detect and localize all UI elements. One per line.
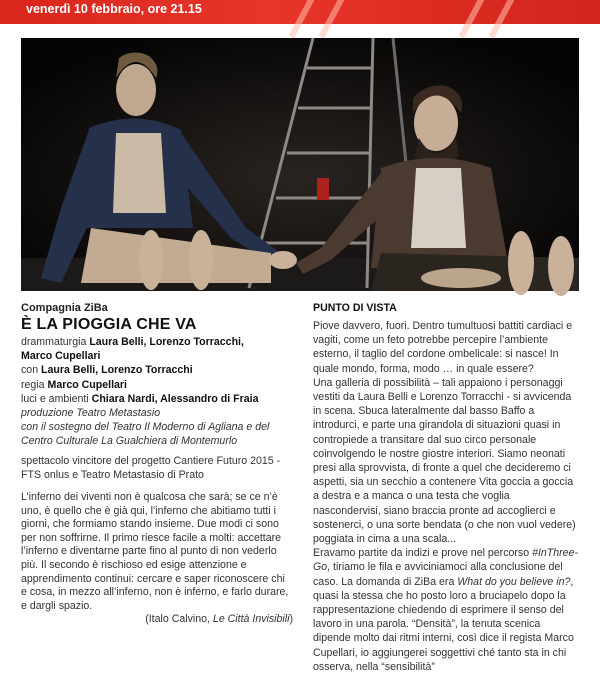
calvino-quote: L’inferno dei viventi non è qualcosa che sarà; se ce n’è uno, è quello che è già qui, l’inferno che abitiamo tutti i giorni, che formiamo stando insieme. Due modi ci sono per non soffrirne. Il primo riesce facile a molti: accettare l’inferno e diventarne parte fino al punto di non vederlo più. Il secondo è rischioso ed esige attenzione e apprendimento continui: cercare e saper riconoscere chi e cosa, in mezzo all’inferno, non è inferno, e farlo durare, e dargli spazio. bbox=[21, 491, 289, 612]
prize-note: spettacolo vincitore del progetto Cantiere Futuro 2015 - FTS onlus e Teatro Metastasio di Prato bbox=[21, 454, 281, 481]
hashtag: #InThree-Go bbox=[313, 547, 578, 574]
show-info-column bbox=[21, 302, 293, 627]
attribution-author: (Italo Calvino, bbox=[145, 613, 213, 626]
credit-names: Laura Belli, Lorenzo Torracchi bbox=[41, 364, 193, 377]
production-credit: produzione Teatro Metastasio bbox=[21, 407, 161, 420]
credit-names: Marco Cupellari bbox=[21, 350, 101, 363]
credits bbox=[21, 335, 293, 449]
credit-names: Chiara Nardi, Alessandro di Fraia bbox=[91, 392, 259, 405]
credit-line bbox=[21, 392, 293, 406]
review-paragraph-1: Piove davvero, fuori. Dentro tumultuosi battiti cardiaci e vagiti, come un feto potrebbe percepire l’ambiente esterno, il taglio del cordone ombelicale: si nasce! In quale mondo, forma, modo … in quale essere? bbox=[313, 320, 573, 375]
credit-names: Laura Belli, Lorenzo Torracchi, bbox=[89, 336, 244, 348]
banner-stripe bbox=[459, 0, 488, 38]
question-text: What do you believe in? bbox=[457, 575, 571, 588]
review-column bbox=[313, 302, 580, 674]
credit-role: luci e ambienti bbox=[21, 392, 89, 405]
credit-line bbox=[21, 363, 293, 377]
review-paragraph-2: Una galleria di possibilità – tali appaiono i personaggi vestiti da Laura Belli e Lorenzo Torracchi - si avvicenda in scena. Sbuca lateralmente dal basso Baffo a introdurci, e parte una girandola di situazioni quasi in contropiede a transitare dal suo circo personale coinvolgendo le nostre giostre interiori. Siamo neonati presi alla sprovvista, di fronte a quel che decideremo ci aspetti, sia un secchio a contenere Vita goccia a goccia a destra e a manca o una testa che voglia nascondervisi, siano braccia pronte ad accoglierci e sostenerci, o una sorte bendata (o che non vuol vedere) poggiata in cima a una scala... bbox=[313, 376, 576, 546]
stage-photo-illustration bbox=[21, 38, 579, 291]
show-title: È LA PIOGGIA CHE VA bbox=[21, 316, 197, 333]
banner-stripe bbox=[289, 0, 318, 38]
credit-line bbox=[21, 349, 293, 363]
stage-photo bbox=[21, 38, 579, 291]
p3-text: , quasi la stessa che ho posto loro a bruciapelo dopo la rappresentazione chiedendo di esprimere il senso del lavoro in una parola. “Densità”, la tenuta scenica dipende molto dai ritmi interni, così dice il regista Marco Cupellari, io aggiungerei soggettivi ché tanto sta in chi osserva, nella “sensibilità” bbox=[313, 575, 574, 673]
credit-role: regia bbox=[21, 378, 45, 391]
review-paragraph-3 bbox=[313, 546, 580, 674]
banner-stripe bbox=[489, 0, 518, 38]
section-title: PUNTO DI VISTA bbox=[313, 302, 397, 314]
credit-line bbox=[21, 335, 293, 349]
credit-role: con bbox=[21, 364, 39, 377]
banner-stripe bbox=[319, 0, 348, 38]
event-date: venerdì 10 febbraio, ore 21.15 bbox=[26, 2, 202, 16]
credit-line bbox=[21, 378, 293, 392]
attribution-end: ) bbox=[289, 613, 293, 626]
date-banner bbox=[0, 0, 600, 24]
quote-attribution bbox=[21, 613, 293, 627]
p3-text: Eravamo partite da indizi e prove nel percorso bbox=[313, 547, 533, 560]
attribution-work: Le Città Invisibili bbox=[212, 613, 290, 626]
p3-text: , tiriamo le fila e avviciniamoci alla conclusione del caso. La domanda di ZiBa era bbox=[313, 561, 563, 588]
company-name: Compagnia ZiBa bbox=[21, 302, 108, 314]
credit-role: drammaturgia bbox=[21, 336, 87, 348]
credit-names: Marco Cupellari bbox=[47, 378, 127, 391]
support-credit: con il sostegno del Teatro Il Moderno di Agliana e del Centro Culturale La Gualchiera di Montemurlo bbox=[21, 421, 270, 448]
